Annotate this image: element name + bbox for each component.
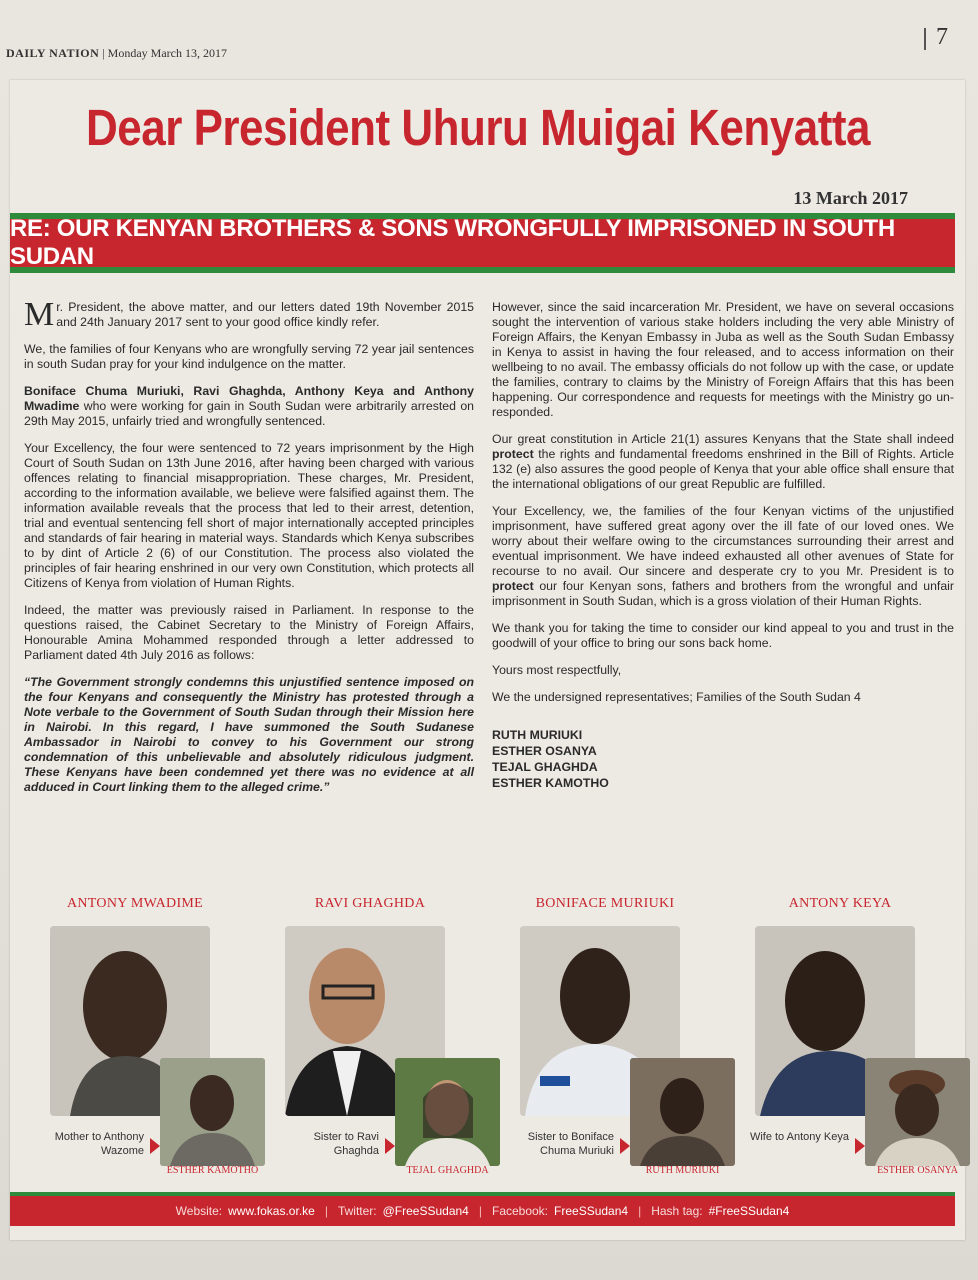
- paragraph-appeal: [492, 504, 954, 609]
- relative-name: ESTHER OSANYA: [877, 1165, 958, 1176]
- person-card: [255, 890, 489, 1190]
- paragraph-thanks: We thank you for taking the time to consider our kind appeal to you and trust in the goodwill of your office to bring our sons back home.: [492, 621, 954, 650]
- signatory: RUTH MURIUKI: [492, 728, 583, 742]
- paragraph-sentence: Your Excellency, the four were sentenced to 72 years imprisonment by the High Court of South Sudan on 13th June 2016, after having been charged with various offences relating to financial misappropriation. These charges, Mr. President, according to the information available, we believe were falsified against them. The information available reveals that the process that led to their arrest, detention, trial and eventual sentencing fell short of major internationally accepted principles and standards of fair hearing in material ways. Standards which Kenya subscribes to by dint of Article 2 (6) of our Constitution. The process also violated the principles of fair hearing enshrined in our very own Constitution, which protects all Citizens of Kenya from violation of Human Rights.: [24, 441, 474, 590]
- masthead-separator: |: [102, 46, 108, 60]
- page-number: 7: [936, 24, 948, 50]
- signatory-list: [492, 727, 954, 791]
- paragraph-parliament: Indeed, the matter was previously raised in Parliament. In response to the questions raised, the Cabinet Secretary to the Ministry of Foreign Affairs, Honourable Amina Mohammed responded through a letter addressed to Parliament dated 4th July 2016 as follows:: [24, 603, 474, 662]
- website-label: Website:: [175, 1204, 223, 1218]
- separator: |: [324, 1204, 328, 1218]
- prisoner-name: ANTONY MWADIME: [66, 896, 204, 911]
- letter-headline: Dear President Uhuru Muigai Kenyatta: [86, 100, 870, 157]
- paragraph-incarceration: However, since the said incarceration Mr. President, we have on several occasions sought the intervention of various stake holders including the very able Ministry of Foreign Affairs, the Kenyan Embassy in Juba as well as the South Sudan Embassy in Kenya to assist in having the four released, and to access information on their wellbeing to no avail. The embassy officials do not follow up with the case, or update the families, contrary to claims by the Ministry of Foreign Affairs that this has been happening. Our correspondence and requests for meetings with the Ministry go un-responded.: [492, 300, 954, 419]
- relation-label: Sister to Boniface Chuma Muriuki: [527, 1131, 614, 1157]
- right-column: [492, 300, 954, 791]
- prisoner-name: BONIFACE MURIUKI: [535, 896, 675, 911]
- prisoner-names: Boniface Chuma Muriuki, Ravi Ghaghda, Anthony Keya and Anthony Mwadime: [24, 384, 474, 413]
- intro-text: r. President, the above matter, and our letters dated 19th November 2015 and 24th January 2017 sent to your good office kindly refer.: [56, 300, 474, 329]
- newspaper-name: DAILY NATION: [6, 46, 100, 60]
- prisoner-name: ANTONY KEYA: [788, 896, 892, 911]
- closing-line: Yours most respectfully,: [492, 663, 622, 677]
- twitter-handle[interactable]: @FreeSSudan4: [382, 1204, 469, 1218]
- person-card: [725, 890, 958, 1190]
- prisoner-name: RAVI GHAGHDA: [314, 896, 426, 911]
- contact-footer: [10, 1192, 955, 1226]
- relative-photo: [160, 1058, 265, 1166]
- separator: |: [638, 1204, 642, 1218]
- paragraph-names: [24, 384, 474, 429]
- arrow-right-icon: [385, 1138, 395, 1154]
- relative-photo: [395, 1058, 500, 1166]
- paragraph-constitution: [492, 432, 954, 492]
- subject-text: RE: OUR KENYAN BROTHERS & SONS WRONGFULLY IMPRISONED IN SOUTH SUDAN: [10, 215, 895, 270]
- signatory: ESTHER OSANYA: [492, 744, 597, 758]
- constitution-text-a: Our great constitution in Article 21(1) assures Kenyans that the State shall indeed: [492, 432, 954, 446]
- relative-photo: [865, 1058, 970, 1166]
- constitution-text-b: the rights and fundamental freedoms enshrined in the Bill of Rights. Article 132 (e) also assures the good people of Kenya that your able office shall ensure that the international obligations of our great Republic are fulfilled.: [492, 447, 954, 491]
- dropcap: M: [24, 296, 55, 333]
- signatory: TEJAL GHAGHDA: [492, 760, 598, 774]
- photo-section: [10, 890, 958, 1190]
- subject-banner: [10, 213, 955, 273]
- person-card: [490, 890, 720, 1190]
- appeal-text-a: Your Excellency, we, the families of the four Kenyan victims of the unjustified imprisonment, have suffered great agony over the ill fate of our loved ones. We worry about their welfare owing to the circumstances surrounding their arrest and eventual imprisonment. We have indeed exhausted all other avenues of State for recourse to no avail. Our sincere and desperate cry to you Mr. President is to: [492, 504, 954, 578]
- facebook-handle[interactable]: FreeSSudan4: [554, 1204, 629, 1218]
- arrow-right-icon: [150, 1138, 160, 1154]
- protect-emphasis: protect: [492, 447, 534, 461]
- arrest-text: who were working for gain in South Sudan were arbitrarily arrested on 29th May 2015, unfairly tried and wrongfully sentenced.: [24, 399, 474, 428]
- separator: |: [478, 1204, 482, 1218]
- hashtag[interactable]: #FreeSSudan4: [708, 1204, 790, 1218]
- protect-emphasis-2: protect: [492, 579, 534, 593]
- relative-name: ESTHER KAMOTHO: [166, 1165, 259, 1176]
- person-card: [20, 890, 259, 1190]
- facebook-label: Facebook:: [491, 1204, 549, 1218]
- relative-name: RUTH MURIUKI: [645, 1165, 720, 1176]
- appeal-text-b: our four Kenyan sons, fathers and brothers from the wrongful and unfair imprisonment in South Sudan, which is a gross violation of their Human Rights.: [492, 579, 954, 608]
- relative-photo: [630, 1058, 735, 1166]
- undersigned-line: We the undersigned representatives; Families of the South Sudan 4: [492, 690, 861, 704]
- paragraph-intro: [24, 296, 474, 333]
- relative-name: TEJAL GHAGHDA: [406, 1165, 489, 1176]
- hashtag-label: Hash tag:: [651, 1204, 703, 1218]
- letter-date: 13 March 2017: [793, 188, 908, 208]
- relation-label: Sister to Ravi Ghaghda: [313, 1131, 379, 1157]
- arrow-right-icon: [855, 1138, 865, 1154]
- twitter-label: Twitter:: [337, 1204, 377, 1218]
- ministry-quote: “The Government strongly condemns this unjustified sentence imposed on the four Kenyans and consequently the Ministry has protested through a Note verbale to the Government of South Sudan through their Mission here in Nairobi. In this regard, I have summoned the South Sudanese Ambassador in Nairobi to convey to his Government our strong condemnation of this unbelievable and absolutely ridiculous judgment. These Kenyans have been condemned yet there was no evidence at all adduced in Court linking them to the alleged crime.”: [24, 675, 474, 794]
- relation-label: Wife to Antony Keya: [749, 1131, 849, 1143]
- paragraph-families: We, the families of four Kenyans who are wrongfully serving 72 year jail sentences in south Sudan pray for your kind indulgence on the matter.: [24, 342, 474, 371]
- masthead: [6, 46, 227, 61]
- signatory: ESTHER KAMOTHO: [492, 776, 609, 790]
- masthead-date: Monday March 13, 2017: [107, 46, 227, 60]
- relation-label: Mother to Anthony Wazome: [54, 1131, 144, 1157]
- left-column: [24, 296, 474, 807]
- arrow-right-icon: [620, 1138, 630, 1154]
- website-link[interactable]: www.fokas.or.ke: [228, 1204, 315, 1218]
